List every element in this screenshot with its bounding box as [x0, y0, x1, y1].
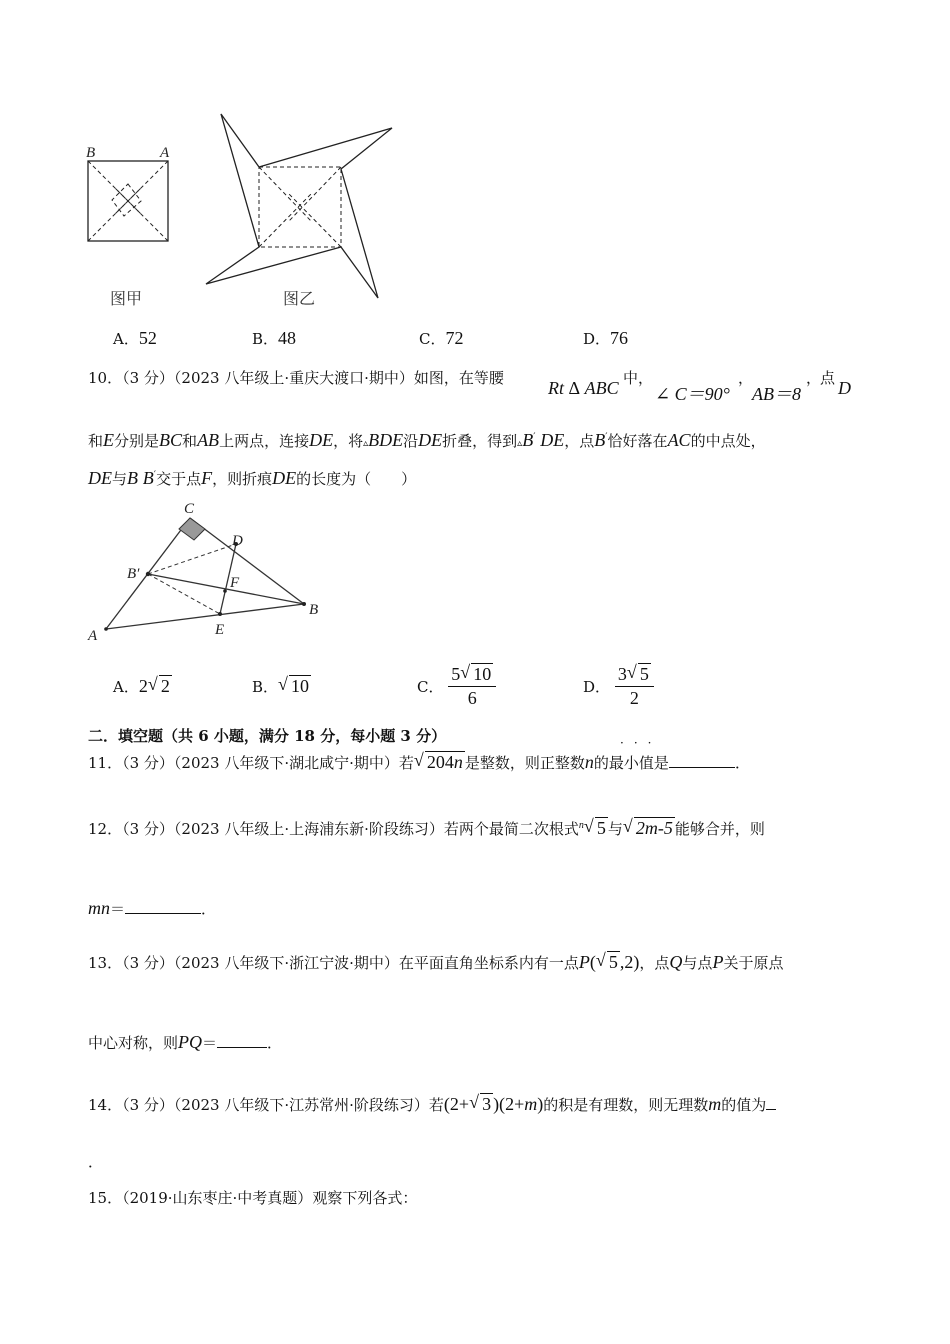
q9-option-d: D．76	[583, 328, 629, 348]
q9-option-a: A．52	[113, 328, 157, 348]
q10-comma1: ，	[738, 369, 754, 387]
q12-line: 12．（3 分）（2023 八年级上·上海浦东新·阶段练习）若两个最简二次根式$^n$ √ 5 与 √ 2m-5 能够合并，则	[88, 816, 765, 838]
figure-jia-label-a: A	[160, 145, 170, 161]
q14-line: 14．（3 分）（2023 八年级下·江苏常州·阶段练习）若(2+ √ 3 )(2+m)的积是有理数，则无理数m的值为	[88, 1094, 776, 1115]
q10-ab-eq: AB＝8	[752, 384, 801, 404]
figure-q10-label-e: E	[215, 622, 225, 638]
q10-dian: 点	[820, 369, 836, 387]
figure-jia-label-b: B	[86, 145, 96, 161]
q11-line: 11．（3 分）（2023 八年级下·湖北咸宁·期中）若 √ 204n 是整数，则正整数n的最小值是 ．	[88, 750, 750, 772]
figure-yi	[200, 108, 400, 303]
q10-zhong: 中，	[623, 369, 654, 387]
q10-line1: 10．（3 分）（2023 八年级上·重庆大渡口·期中）如图，在等腰	[88, 369, 504, 387]
figure-yi-caption: 图乙	[283, 289, 316, 308]
q10-option-d: D． 3 √ 5 2	[583, 664, 654, 709]
figure-q10-label-c: C	[184, 501, 195, 517]
q14-period: ．	[88, 1153, 104, 1171]
q10-rt-triangle: Rt Δ ABC	[548, 378, 619, 398]
q10-comma2: ，	[806, 369, 822, 387]
q10-d: D	[838, 378, 851, 398]
q10-option-a: A．2 √ 2	[113, 674, 170, 696]
q10-option-c: C． 5 √ 10 6	[417, 664, 496, 709]
figure-jia-folds	[88, 161, 168, 241]
q11-emphasis-dots: ···	[620, 736, 662, 750]
section2-title: 二．填空题（共 6 小题，满分 18 分，每小题 3 分）	[88, 727, 447, 745]
q9-option-c: C．72	[419, 328, 464, 348]
q13-line2: 中心对称，则PQ＝ ．	[88, 1032, 283, 1052]
q13-line1: 13．（3 分）（2023 八年级下·浙江宁波·期中）在平面直角坐标系内有一点P( √ 5 ,2)，点Q与点P关于原点	[88, 950, 784, 972]
figure-q10-right-angle	[179, 518, 205, 540]
figure-jia-caption: 图甲	[110, 289, 143, 308]
q9-option-b: B．48	[252, 328, 297, 348]
figure-q10-label-f: F	[230, 575, 240, 591]
figure-q10-label-a: A	[88, 628, 98, 644]
q12-answer-line: mn＝ ．	[88, 898, 217, 918]
figure-q10-label-bp: B′	[127, 566, 140, 582]
q10-angle-c: ∠ C＝90°	[655, 384, 730, 404]
figure-jia	[80, 140, 180, 250]
q10-line2: 和E分别是BC和AB上两点，连接DE，将▵BDE沿DE折叠，得到▵B′ DE，点B′恰好落在AC的中点处，	[88, 430, 766, 450]
figure-q10-label-b: B	[309, 602, 319, 618]
figure-yi-dashed	[259, 167, 341, 247]
figure-q10-points	[104, 542, 306, 631]
q10-line3: DE与B B′交于点F，则折痕DE的长度为（ ）	[88, 468, 417, 488]
q15-line: 15．（2019·山东枣庄·中考真题）观察下列各式：	[88, 1189, 418, 1207]
q10-option-b: B． √ 10	[252, 674, 310, 696]
figure-q10-triangle	[84, 498, 329, 646]
figure-q10-label-d: D	[232, 533, 243, 549]
